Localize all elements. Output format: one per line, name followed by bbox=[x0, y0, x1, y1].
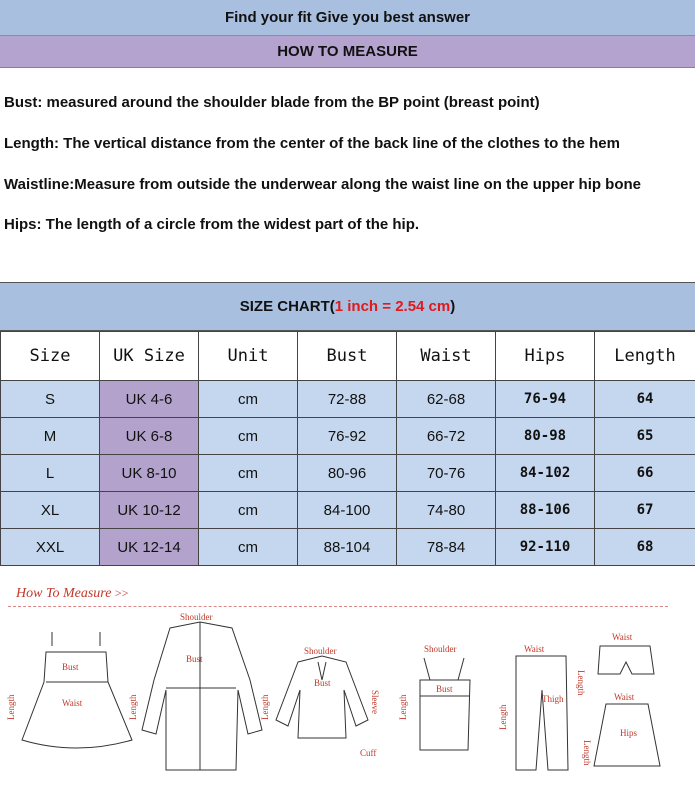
blouse-cuff-label: Cuff bbox=[360, 748, 377, 758]
length-cell: 66 bbox=[595, 455, 695, 492]
table-row bbox=[1, 381, 695, 418]
coat-shoulder-label: Shoulder bbox=[180, 612, 213, 622]
coat-length-label: Length bbox=[128, 694, 138, 720]
unit-cell: cm bbox=[199, 529, 298, 566]
hips-cell: 76-94 bbox=[496, 381, 595, 418]
blouse-bust-label: Bust bbox=[314, 678, 331, 688]
unit-cell: cm bbox=[199, 381, 298, 418]
pants-sketch bbox=[516, 656, 568, 770]
coat-sketch bbox=[142, 622, 262, 770]
waist-cell: 74-80 bbox=[397, 492, 496, 529]
waist-cell: 66-72 bbox=[397, 418, 496, 455]
page-title: Find your fit Give you best answer bbox=[0, 0, 695, 36]
length-cell: 64 bbox=[595, 381, 695, 418]
bust-cell: 88-104 bbox=[298, 529, 397, 566]
table-row bbox=[1, 455, 695, 492]
dress-waist-label: Waist bbox=[62, 698, 83, 708]
how-to-measure-subtitle-text: How To Measure bbox=[16, 586, 112, 601]
size-cell: S bbox=[1, 381, 100, 418]
double-chevron-icon: >> bbox=[114, 586, 129, 600]
column-header: Size bbox=[1, 332, 100, 381]
uk-size-cell: UK 12-14 bbox=[100, 529, 199, 566]
camisole-length-label: Length bbox=[398, 694, 408, 720]
pants-thigh-label: Thigh bbox=[542, 694, 564, 704]
hips-cell: 80-98 bbox=[496, 418, 595, 455]
blouse-sketch bbox=[276, 656, 368, 738]
waist-cell: 62-68 bbox=[397, 381, 496, 418]
skirt-waist-label: Waist bbox=[614, 692, 635, 702]
uk-size-cell: UK 4-6 bbox=[100, 381, 199, 418]
column-header: Waist bbox=[397, 332, 496, 381]
unit-cell: cm bbox=[199, 418, 298, 455]
shorts-length-label: Length bbox=[576, 670, 586, 696]
skirt-length-label: Length bbox=[582, 740, 592, 766]
dress-length-label: Length bbox=[6, 694, 16, 720]
uk-size-cell: UK 8-10 bbox=[100, 455, 199, 492]
uk-size-cell: UK 10-12 bbox=[100, 492, 199, 529]
size-cell: XXL bbox=[1, 529, 100, 566]
blouse-sleeve-label: Sleeve bbox=[370, 690, 380, 714]
length-cell: 68 bbox=[595, 529, 695, 566]
length-cell: 67 bbox=[595, 492, 695, 529]
size-chart-title: SIZE CHART( bbox=[239, 298, 335, 315]
hips-cell: 88-106 bbox=[496, 492, 595, 529]
bust-cell: 76-92 bbox=[298, 418, 397, 455]
blouse-length-label: Length bbox=[260, 694, 270, 720]
how-to-measure-illustration bbox=[0, 570, 695, 794]
column-header: Length bbox=[595, 332, 695, 381]
table-row bbox=[1, 492, 695, 529]
camisole-bust-label: Bust bbox=[436, 684, 453, 694]
column-header: Bust bbox=[298, 332, 397, 381]
column-header: Hips bbox=[496, 332, 595, 381]
dress-sketch bbox=[22, 632, 132, 748]
how-to-measure-subtitle bbox=[16, 586, 128, 602]
measurement-definitions bbox=[0, 68, 695, 283]
uk-size-cell: UK 6-8 bbox=[100, 418, 199, 455]
waist-cell: 78-84 bbox=[397, 529, 496, 566]
garment-sketches bbox=[0, 570, 695, 794]
table-row bbox=[1, 418, 695, 455]
camisole-shoulder-label: Shoulder bbox=[424, 644, 457, 654]
hips-definition: Hips: The length of a circle from the widest part of the hip. bbox=[4, 216, 420, 233]
length-cell: 65 bbox=[595, 418, 695, 455]
hips-cell: 84-102 bbox=[496, 455, 595, 492]
pants-waist-label: Waist bbox=[524, 644, 545, 654]
skirt-hips-label: Hips bbox=[620, 728, 638, 738]
inch-conversion-note: 1 inch = 2.54 cm bbox=[334, 298, 451, 315]
unit-cell: cm bbox=[199, 492, 298, 529]
hips-cell: 92-110 bbox=[496, 529, 595, 566]
size-cell: L bbox=[1, 455, 100, 492]
shorts-waist-label: Waist bbox=[612, 632, 633, 642]
dress-bust-label: Bust bbox=[62, 662, 79, 672]
unit-cell: cm bbox=[199, 455, 298, 492]
waist-cell: 70-76 bbox=[397, 455, 496, 492]
divider bbox=[8, 606, 668, 607]
size-chart-title-close: ) bbox=[450, 298, 456, 315]
pants-length-label: Length bbox=[498, 704, 508, 730]
bust-definition: Bust: measured around the shoulder blade from the BP point (breast point) bbox=[4, 94, 540, 111]
camisole-sketch bbox=[420, 658, 470, 750]
waistline-definition: Waistline:Measure from outside the underwear along the waist line on the upper hip bone bbox=[4, 176, 642, 193]
coat-bust-label: Bust bbox=[186, 654, 203, 664]
bust-cell: 72-88 bbox=[298, 381, 397, 418]
size-cell: XL bbox=[1, 492, 100, 529]
size-cell: M bbox=[1, 418, 100, 455]
size-chart-heading bbox=[0, 283, 695, 331]
blouse-shoulder-label: Shoulder bbox=[304, 646, 337, 656]
bust-cell: 80-96 bbox=[298, 455, 397, 492]
column-header: Unit bbox=[199, 332, 298, 381]
bust-cell: 84-100 bbox=[298, 492, 397, 529]
size-chart-table bbox=[0, 331, 695, 566]
shorts-sketch bbox=[598, 646, 654, 674]
column-header: UK Size bbox=[100, 332, 199, 381]
table-header-row bbox=[1, 332, 695, 381]
table-row bbox=[1, 529, 695, 566]
length-definition: Length: The vertical distance from the center of the back line of the clothes to the hem bbox=[4, 135, 620, 152]
how-to-measure-heading: HOW TO MEASURE bbox=[0, 36, 695, 68]
